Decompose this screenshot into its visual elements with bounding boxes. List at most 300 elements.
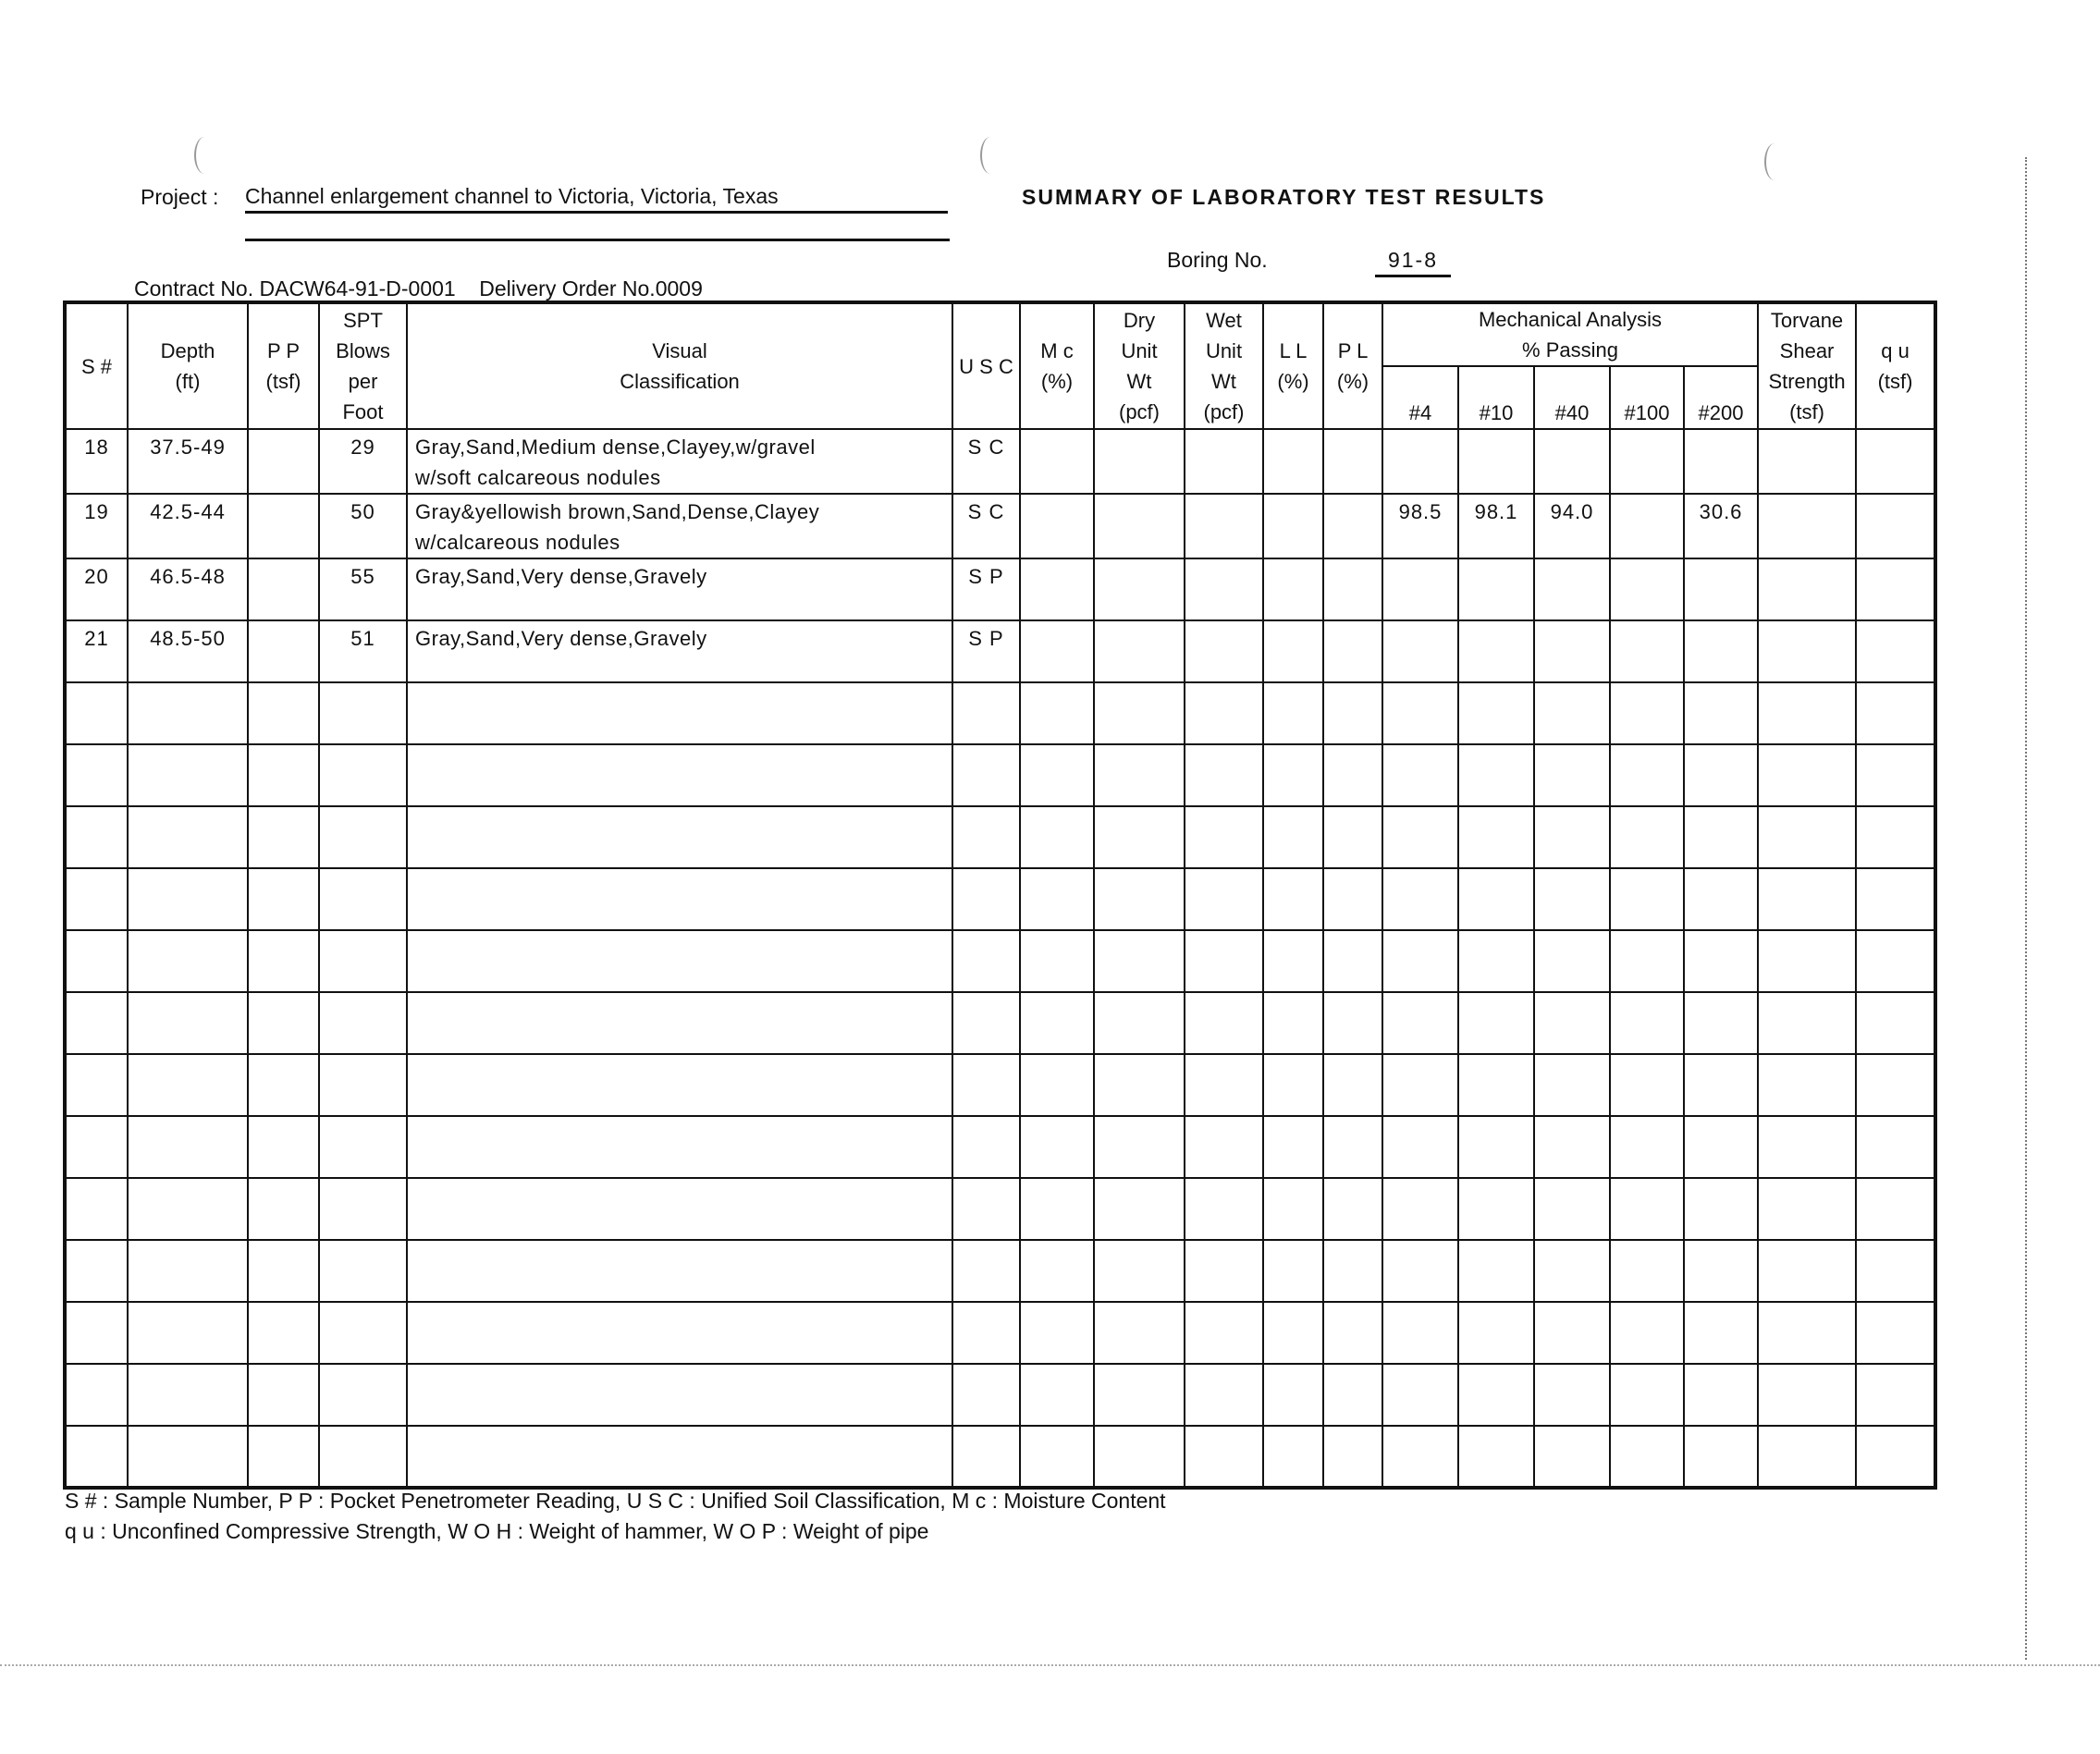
cell-sieve-10 [1458,429,1534,494]
table-cell-empty [248,1426,319,1488]
table-cell-empty [128,1426,248,1488]
table-cell-empty [1323,1364,1382,1426]
table-cell-empty [1610,1116,1684,1178]
table-cell-empty [1263,1364,1323,1426]
cell-mc [1020,429,1094,494]
col-header-pocket-penetrometer: P P (tsf) [248,302,319,429]
table-cell-empty [1758,930,1856,992]
cell-ll [1263,429,1323,494]
table-cell-empty [1094,744,1185,806]
table-cell-empty [1684,1302,1758,1364]
table-cell-empty [319,682,407,744]
table-row-empty [65,992,1935,1054]
cell-spt: 51 [319,620,407,682]
table-cell-empty [1382,868,1458,930]
table-cell-empty [952,868,1020,930]
table-cell-empty [1185,682,1263,744]
table-cell-empty [1020,868,1094,930]
table-cell-empty [1534,1116,1610,1178]
table-cell-empty [952,930,1020,992]
table-cell-empty [128,930,248,992]
cell-sieve-200: 30.6 [1684,494,1758,558]
table-cell-empty [1020,682,1094,744]
table-row-empty [65,1240,1935,1302]
contract-line [134,276,703,301]
table-cell-empty [1094,1426,1185,1488]
cell-wet-unit-wt [1185,494,1263,558]
table-cell-empty [1458,930,1534,992]
cell-visual-classification: Gray,Sand,Very dense,Gravely [407,558,952,620]
table-cell-empty [1458,1302,1534,1364]
delivery-label: Delivery Order No. [479,276,656,301]
cell-sieve-200 [1684,429,1758,494]
table-cell-empty [65,930,128,992]
table-cell-empty [1758,682,1856,744]
cell-dry-unit-wt [1094,429,1185,494]
table-cell-empty [1263,1116,1323,1178]
col-header-liquid-limit: L L (%) [1263,302,1323,429]
cell-qu [1856,558,1935,620]
table-cell-empty [952,1054,1020,1116]
cell-sieve-100 [1610,558,1684,620]
col-header-visual-classification: Visual Classification [407,302,952,429]
page-title: SUMMARY OF LABORATORY TEST RESULTS [1022,185,1546,209]
col-header-wet-unit-weight: Wet Unit Wt (pcf) [1185,302,1263,429]
table-cell-empty [1534,1426,1610,1488]
table-cell-empty [319,1178,407,1240]
table-cell-empty [1323,1116,1382,1178]
table-cell-empty [1856,1240,1935,1302]
cell-usc: S P [952,620,1020,682]
table-cell-empty [407,1178,952,1240]
cell-depth: 48.5-50 [128,620,248,682]
table-cell-empty [65,1364,128,1426]
cell-mc [1020,494,1094,558]
table-cell-empty [1534,1364,1610,1426]
table-cell-empty [248,682,319,744]
table-cell-empty [1684,744,1758,806]
page-edge [0,1664,2100,1666]
cell-sample-number: 21 [65,620,128,682]
table-cell-empty [65,744,128,806]
table-cell-empty [1185,1364,1263,1426]
cell-spt: 29 [319,429,407,494]
table-cell-empty [1856,1426,1935,1488]
table-cell-empty [1610,1178,1684,1240]
table-cell-empty [1094,1302,1185,1364]
table-row [65,429,1935,494]
col-header-sieve-10: #10 [1458,366,1534,429]
cell-sieve-100 [1610,620,1684,682]
table-cell-empty [1323,1054,1382,1116]
table-cell-empty [1382,1364,1458,1426]
table-cell-empty [1263,744,1323,806]
delivery-value: 0009 [655,276,703,301]
table-cell-empty [1020,930,1094,992]
cell-sieve-10 [1458,620,1534,682]
table-cell-empty [128,868,248,930]
table-cell-empty [1382,682,1458,744]
cell-sieve-10: 98.1 [1458,494,1534,558]
punch-hole-mark [194,137,215,174]
contract-value: DACW64-91-D-0001 [259,276,456,301]
table-cell-empty [1610,1426,1684,1488]
project-label: Project : [141,185,219,209]
col-header-sieve-100: #100 [1610,366,1684,429]
table-cell-empty [1856,1302,1935,1364]
table-cell-empty [248,1054,319,1116]
table-cell-empty [1323,1302,1382,1364]
contract-label: Contract No. [134,276,254,301]
table-cell-empty [1758,1178,1856,1240]
table-cell-empty [1323,1426,1382,1488]
table-cell-empty [952,1116,1020,1178]
col-header-sieve-200: #200 [1684,366,1758,429]
table-cell-empty [1684,1426,1758,1488]
table-cell-empty [248,930,319,992]
cell-sample-number: 18 [65,429,128,494]
cell-pp [248,620,319,682]
table-row-empty [65,930,1935,992]
table-cell-empty [319,992,407,1054]
table-cell-empty [1382,1240,1458,1302]
table-row-empty [65,1178,1935,1240]
table-cell-empty [1610,744,1684,806]
table-cell-empty [407,1426,952,1488]
table-cell-empty [1758,744,1856,806]
table-cell-empty [1458,744,1534,806]
table-cell-empty [1382,1054,1458,1116]
cell-wet-unit-wt [1185,429,1263,494]
table-cell-empty [1610,992,1684,1054]
table-cell-empty [1758,1240,1856,1302]
cell-usc: S C [952,494,1020,558]
table-cell-empty [1684,868,1758,930]
table-cell-empty [248,868,319,930]
cell-sieve-40 [1534,558,1610,620]
table-cell-empty [1610,1302,1684,1364]
table-cell-empty [128,1054,248,1116]
table-cell-empty [1263,1302,1323,1364]
cell-sieve-10 [1458,558,1534,620]
table-cell-empty [1758,1364,1856,1426]
cell-visual-classification: Gray,Sand,Medium dense,Clayey,w/gravel w/soft calcareous nodules [407,429,952,494]
table-cell-empty [407,682,952,744]
table-cell-empty [1758,992,1856,1054]
table-cell-empty [1094,930,1185,992]
table-cell-empty [1684,1054,1758,1116]
table-cell-empty [1610,1240,1684,1302]
cell-dry-unit-wt [1094,620,1185,682]
table-cell-empty [128,1178,248,1240]
punch-hole-mark [1764,143,1785,180]
table-cell-empty [1758,806,1856,868]
table-cell-empty [319,930,407,992]
table-row [65,558,1935,620]
table-cell-empty [407,1054,952,1116]
table-cell-empty [128,992,248,1054]
table-cell-empty [1382,1178,1458,1240]
table-cell-empty [248,992,319,1054]
table-cell-empty [1020,1426,1094,1488]
table-cell-empty [1185,1054,1263,1116]
table-cell-empty [65,868,128,930]
table-cell-empty [248,1240,319,1302]
table-cell-empty [1856,1178,1935,1240]
table-cell-empty [1323,992,1382,1054]
col-header-sieve-40: #40 [1534,366,1610,429]
table-cell-empty [952,806,1020,868]
table-cell-empty [1382,1302,1458,1364]
cell-pl [1323,620,1382,682]
table-cell-empty [1094,868,1185,930]
table-cell-empty [1263,1426,1323,1488]
table-cell-empty [65,682,128,744]
table-cell-empty [1323,806,1382,868]
table-cell-empty [1534,1054,1610,1116]
table-cell-empty [1382,744,1458,806]
table-cell-empty [952,992,1020,1054]
cell-usc: S P [952,558,1020,620]
table-cell-empty [1684,1240,1758,1302]
table-cell-empty [319,1054,407,1116]
table-row-empty [65,806,1935,868]
table-cell-empty [1263,806,1323,868]
table-cell-empty [1185,1240,1263,1302]
table-cell-empty [1094,806,1185,868]
table-cell-empty [1094,1054,1185,1116]
table-cell-empty [1610,1364,1684,1426]
table-cell-empty [952,1364,1020,1426]
table-cell-empty [1458,1240,1534,1302]
cell-sieve-200 [1684,620,1758,682]
cell-visual-classification: Gray&yellowish brown,Sand,Dense,Clayey w/calcareous nodules [407,494,952,558]
table-cell-empty [248,1364,319,1426]
table-row [65,494,1935,558]
table-cell-empty [1684,1116,1758,1178]
table-cell-empty [1263,868,1323,930]
table-cell-empty [1684,930,1758,992]
table-cell-empty [1020,1116,1094,1178]
table-cell-empty [1610,930,1684,992]
table-cell-empty [1534,868,1610,930]
table-cell-empty [1094,992,1185,1054]
table-cell-empty [407,1302,952,1364]
table-cell-empty [1684,806,1758,868]
table-cell-empty [1458,1426,1534,1488]
table-cell-empty [952,1240,1020,1302]
cell-pp [248,429,319,494]
table-cell-empty [1458,1116,1534,1178]
table-cell-empty [407,992,952,1054]
cell-pl [1323,558,1382,620]
project-second-line [245,239,950,241]
table-row-empty [65,1054,1935,1116]
table-cell-empty [1856,1364,1935,1426]
cell-qu [1856,429,1935,494]
cell-depth: 37.5-49 [128,429,248,494]
cell-qu [1856,494,1935,558]
table-cell-empty [1020,1240,1094,1302]
table-cell-empty [65,1054,128,1116]
cell-torvane [1758,429,1856,494]
table-row [65,620,1935,682]
col-header-spt-blows: SPT Blows per Foot [319,302,407,429]
table-cell-empty [1263,992,1323,1054]
table-cell-empty [1263,1240,1323,1302]
cell-sieve-100 [1610,429,1684,494]
table-cell-empty [1458,682,1534,744]
table-cell-empty [952,1178,1020,1240]
table-cell-empty [1610,682,1684,744]
cell-sample-number: 19 [65,494,128,558]
cell-spt: 50 [319,494,407,558]
table-cell-empty [1263,1178,1323,1240]
table-row-empty [65,682,1935,744]
table-cell-empty [319,1240,407,1302]
table-cell-empty [248,1178,319,1240]
table-cell-empty [1534,992,1610,1054]
table-cell-empty [1758,1054,1856,1116]
table-cell-empty [1534,1178,1610,1240]
table-cell-empty [1856,806,1935,868]
table-cell-empty [1094,682,1185,744]
table-cell-empty [1534,682,1610,744]
table-cell-empty [248,806,319,868]
table-cell-empty [65,1302,128,1364]
table-cell-empty [407,1240,952,1302]
col-header-usc: U S C [952,302,1020,429]
table-cell-empty [1534,930,1610,992]
footnote-abbreviations-2: q u : Unconfined Compressive Strength, W O H : Weight of hammer, W O P : Weight of pipe [65,1519,929,1543]
table-cell-empty [1185,992,1263,1054]
table-cell-empty [319,868,407,930]
table-cell-empty [1094,1116,1185,1178]
table-cell-empty [128,1116,248,1178]
table-cell-empty [1382,930,1458,992]
table-cell-empty [952,744,1020,806]
cell-pl [1323,429,1382,494]
table-cell-empty [128,682,248,744]
table-cell-empty [1758,868,1856,930]
cell-sieve-200 [1684,558,1758,620]
table-cell-empty [407,868,952,930]
table-cell-empty [248,744,319,806]
col-header-mechanical-analysis: Mechanical Analysis % Passing [1382,302,1758,366]
table-cell-empty [65,1116,128,1178]
cell-pp [248,494,319,558]
table-cell-empty [1856,1054,1935,1116]
table-cell-empty [1185,1302,1263,1364]
cell-mc [1020,620,1094,682]
boring-value: 91-8 [1375,248,1451,277]
table-row-empty [65,1116,1935,1178]
table-cell-empty [1758,1426,1856,1488]
cell-torvane [1758,494,1856,558]
col-header-moisture-content: M c (%) [1020,302,1094,429]
table-cell-empty [248,1116,319,1178]
table-cell-empty [1458,806,1534,868]
table-cell-empty [1323,744,1382,806]
table-cell-empty [952,1426,1020,1488]
table-cell-empty [1382,806,1458,868]
table-cell-empty [65,992,128,1054]
col-header-sieve-4: #4 [1382,366,1458,429]
cell-pl [1323,494,1382,558]
table-cell-empty [1020,1054,1094,1116]
cell-sieve-100 [1610,494,1684,558]
cell-torvane [1758,620,1856,682]
table-cell-empty [1382,992,1458,1054]
table-cell-empty [1263,682,1323,744]
cell-sample-number: 20 [65,558,128,620]
lab-results-table [63,301,1937,1490]
table-cell-empty [319,1302,407,1364]
table-cell-empty [1610,868,1684,930]
table-cell-empty [1458,1054,1534,1116]
table-cell-empty [1856,1116,1935,1178]
cell-wet-unit-wt [1185,620,1263,682]
table-cell-empty [1458,992,1534,1054]
table-cell-empty [1684,1364,1758,1426]
table-cell-empty [1610,1054,1684,1116]
cell-usc: S C [952,429,1020,494]
table-cell-empty [1094,1240,1185,1302]
table-cell-empty [248,1302,319,1364]
table-cell-empty [1323,1178,1382,1240]
table-row-empty [65,1302,1935,1364]
table-cell-empty [1185,1178,1263,1240]
cell-ll [1263,494,1323,558]
table-cell-empty [1856,744,1935,806]
table-cell-empty [1856,868,1935,930]
cell-sieve-40 [1534,620,1610,682]
col-header-dry-unit-weight: Dry Unit Wt (pcf) [1094,302,1185,429]
cell-pp [248,558,319,620]
table-cell-empty [407,1364,952,1426]
table-cell-empty [65,1240,128,1302]
table-cell-empty [1020,1364,1094,1426]
table-cell-empty [1856,992,1935,1054]
table-cell-empty [1458,1178,1534,1240]
cell-sieve-40 [1534,429,1610,494]
table-cell-empty [1684,682,1758,744]
cell-ll [1263,620,1323,682]
table-cell-empty [319,1426,407,1488]
table-cell-empty [1856,682,1935,744]
table-cell-empty [1382,1426,1458,1488]
table-cell-empty [1263,930,1323,992]
cell-dry-unit-wt [1094,558,1185,620]
cell-wet-unit-wt [1185,558,1263,620]
table-cell-empty [319,1364,407,1426]
cell-sieve-4 [1382,429,1458,494]
table-cell-empty [1020,992,1094,1054]
cell-qu [1856,620,1935,682]
table-cell-empty [128,806,248,868]
table-cell-empty [1020,1302,1094,1364]
table-cell-empty [1185,1426,1263,1488]
table-cell-empty [952,1302,1020,1364]
table-cell-empty [952,682,1020,744]
cell-sieve-4 [1382,620,1458,682]
cell-ll [1263,558,1323,620]
project-value: Channel enlargement channel to Victoria, Victoria, Texas [245,184,948,214]
table-cell-empty [1323,868,1382,930]
table-cell-empty [65,806,128,868]
cell-visual-classification: Gray,Sand,Very dense,Gravely [407,620,952,682]
table-cell-empty [128,744,248,806]
